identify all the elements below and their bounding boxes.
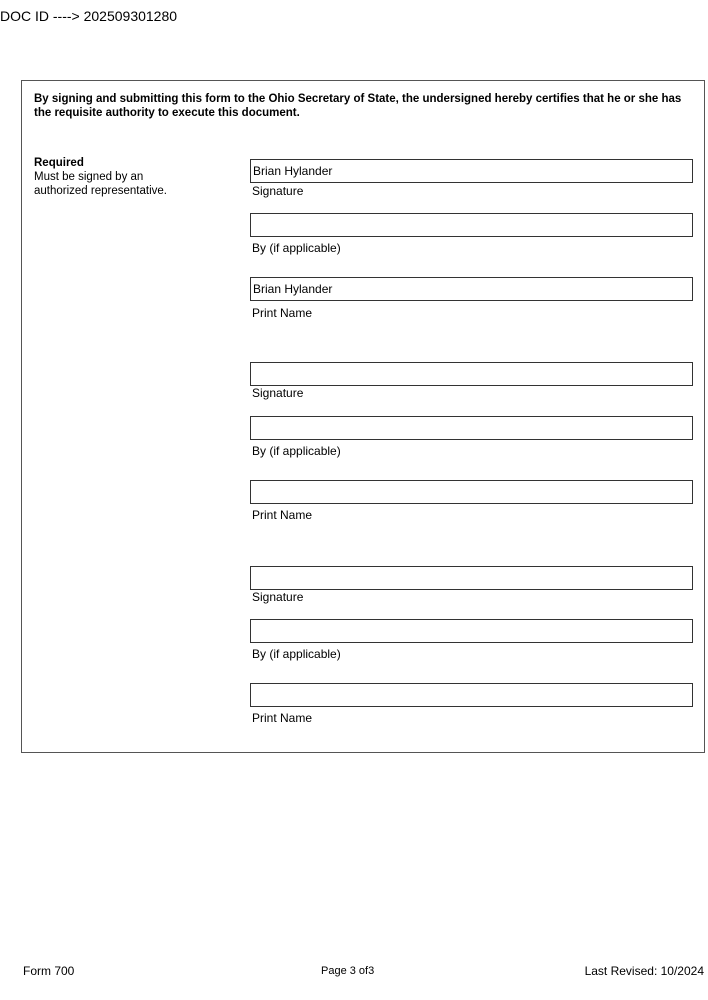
by-field-2[interactable] [250, 416, 693, 440]
required-note [34, 156, 224, 198]
print-name-label-2: Print Name [252, 508, 313, 522]
page-number: Page 3 of3 [321, 965, 375, 977]
print-name-field-2[interactable] [250, 480, 693, 504]
signature-field-1[interactable]: Brian Hylander [250, 159, 693, 183]
signature-field-3[interactable] [250, 566, 693, 590]
required-note-line-2: authorized representative. [34, 185, 167, 197]
by-label-2: By (if applicable) [252, 444, 341, 458]
by-label-1: By (if applicable) [252, 241, 341, 255]
certification-statement: By signing and submitting this form to the Ohio Secretary of State, the undersigned hereby certifies that he or she has the requisite authority to execute this document. [34, 93, 682, 119]
by-field-3[interactable] [250, 619, 693, 643]
by-field-1[interactable] [250, 213, 693, 237]
signature-label-2: Signature [252, 386, 304, 400]
signature-label-1: Signature [252, 184, 304, 198]
form-number: Form 700 [23, 964, 75, 978]
signature-section [21, 80, 705, 753]
required-title: Required [34, 157, 84, 169]
required-note-line-1: Must be signed by an [34, 171, 144, 183]
by-label-3: By (if applicable) [252, 647, 341, 661]
signature-field-2[interactable] [250, 362, 693, 386]
doc-id: DOC ID ----> 202509301280 [0, 8, 178, 24]
print-name-field-1[interactable]: Brian Hylander [250, 277, 693, 301]
print-name-field-3[interactable] [250, 683, 693, 707]
last-revised: Last Revised: 10/2024 [584, 964, 704, 978]
print-name-label-3: Print Name [252, 711, 313, 725]
print-name-label-1: Print Name [252, 306, 313, 320]
signature-label-3: Signature [252, 590, 304, 604]
